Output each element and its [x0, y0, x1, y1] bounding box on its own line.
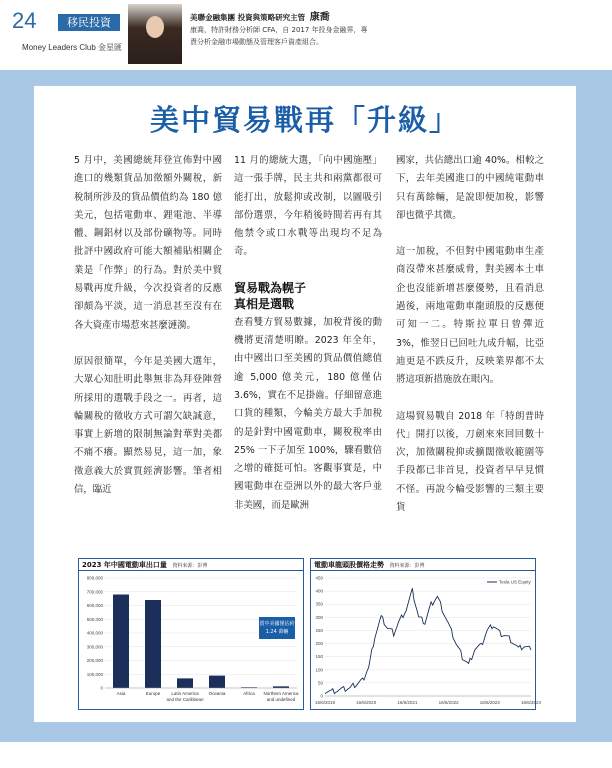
column-1 [74, 152, 222, 517]
chart-callout: 當中美國僅佔約 1.24 萬輛 [259, 617, 295, 639]
chart-title-text: 2023 年中國電動車出口量 [82, 561, 167, 569]
article-panel [34, 86, 576, 722]
legend-label: Tesla US Equity [499, 579, 531, 585]
x-tick-label: 16/6/2020 [356, 700, 377, 705]
y-tick-label: 50 [317, 680, 323, 686]
paragraph: 國家，共佔總出口逾 40%。相較之下，去年美國進口的中國純電動車只有萬餘輛，是說即便加稅，影響卻也微乎其微。 [396, 155, 544, 221]
section-label: 移民投資 [58, 14, 120, 31]
y-tick-label: 350 [315, 601, 323, 607]
line-chart-svg [311, 572, 542, 710]
y-tick-label: 150 [315, 654, 323, 660]
y-tick-label: 500,000 [86, 616, 103, 622]
y-tick-label: 0 [320, 693, 323, 699]
category-label: Europe [145, 691, 161, 696]
column-2 [234, 152, 382, 533]
x-tick-label: 16/6/2022 [438, 700, 459, 705]
category-label: Latin America [171, 691, 199, 696]
category-label: Northern America [263, 691, 299, 696]
paragraph: 查看雙方貿易數據，加稅背後的動機將更清楚明瞭。2023 年全年，由中國出口至美國的貨品價值總值逾 5,000 億美元，180 億僅佔 3.6%，實在不足掛齒。仔細留意進口貨的種類，今輪美方最大手加稅的是針對中國電動車，關稅稅率由 25% 一下子加至 100%，驟看數倍之增的確挺可怕。客觀事實是，中國電動車在亞洲以外的最大客戶並非美國，而是歐洲 [234, 316, 382, 511]
y-tick-label: 100,000 [86, 671, 103, 677]
bar [177, 678, 193, 688]
bar-chart-svg [79, 572, 303, 710]
paragraph: 11 月的總統大選，「向中國施壓」這一張手牌，民主共和兩黨都很可能打出，放鬆抑或改制，以圖吸引部份選票，今年稍後時間若再有其他禁令或口水戰等出現均不足為奇。 [234, 155, 382, 258]
paragraph: 5 月中，美國總統拜登宣佈對中國進口的幾類貨品加徵額外關稅，新稅制所涉及的貨品價值約為 180 億美元，包括電動車、鋰電池、半導體、鋼鋁材以及部份礦物等。同時批評中國政府可能大額補貼相關企業是「作弊」的行為。對於美中貿易戰再度升級，今次投資者的反應卻頗為平淡，這一消息甚至沒有在各大資產市場惹來甚麼漣漪。 [74, 155, 222, 331]
paragraph: 這一加稅，不但對中國電動車生產商沒帶來甚麼威脅，對美國本土車企也沒能新增甚麼優勢，且看消息過後，兩地電動車龍頭股的反應便可知一二。特斯拉單日曾彈近 3%，惟翌日已回吐九成升幅，比亞迪更是不跌反升，反映業界都不太將這項新措施放在眼內。 [396, 246, 544, 386]
y-tick-label: 300 [315, 614, 323, 620]
y-tick-label: 250 [315, 627, 323, 633]
category-label: and undefined [266, 697, 296, 702]
category-label: Oceania [208, 691, 226, 696]
page-footer [0, 744, 612, 768]
y-tick-label: 800,000 [86, 575, 103, 581]
x-tick-label: 16/6/2021 [397, 700, 418, 705]
ev-stock-chart [310, 558, 542, 710]
category-label: Africa [243, 691, 255, 696]
bar [209, 676, 225, 688]
article-title: 美中貿易戰再「升級」 [149, 103, 460, 137]
subheading: 貿易戰為幌子 真相是選戰 [234, 280, 307, 311]
chart-title [311, 559, 535, 571]
y-tick-label: 200 [315, 641, 323, 647]
y-tick-label: 200,000 [86, 658, 103, 663]
y-tick-label: 600,000 [86, 603, 103, 608]
club-name: Money Leaders Club 金星匯 [22, 43, 123, 52]
paragraph: 原因很簡單，今年是美國大選年，大眾心知肚明此舉無非為拜登陣營所採用的選戰手段之一。再者，這輪關稅的徵收方式可謂欠缺誠意，事實上新增的限制無論對華對美都不痛不癢。顯然易見，這一加，象徵意義大於實質經濟影響。筆者相信，臨近 [74, 355, 222, 496]
bar [113, 595, 129, 689]
y-tick-label: 300,000 [86, 644, 103, 650]
x-tick-label: 16/6/2024 [520, 700, 542, 705]
y-tick-label: 400 [315, 588, 323, 594]
page-number: 24 [12, 8, 37, 33]
category-label: and the Caribbean [166, 697, 204, 702]
author-title-text: 美聯金融集團 投資與策略研究主管 [190, 13, 306, 22]
author-photo [128, 4, 182, 64]
paragraph: 這場貿易戰自 2018 年「特朗普時代」開打以後，刀劍來來回回數十次，加徵關稅抑或擴闊徵收範圍等手段都已非首見，投資者早早見慣不怪。再說今輪受影響的三類主要貨 [396, 410, 544, 514]
column-3 [396, 152, 544, 535]
chart-source: 資料來源：彭博 [389, 563, 425, 569]
y-tick-label: 0 [100, 685, 103, 691]
y-tick-label: 450 [315, 575, 323, 581]
author-name: 康喬 [309, 12, 330, 23]
author-bio: 康喬，特許財務分析師 CFA，自 2017 年投身金融界，專責分析金融市場動態及管理客戶資產組合。 [190, 26, 368, 46]
x-tick-label: 16/6/2023 [479, 700, 500, 705]
ev-export-chart [78, 558, 304, 710]
chart-title [79, 559, 303, 571]
chart-title-text: 電動車龍頭股價格走勢 [314, 561, 384, 569]
y-tick-label: 700,000 [86, 589, 103, 595]
x-tick-label: 16/6/2019 [314, 700, 336, 705]
y-tick-label: 400,000 [86, 630, 103, 636]
bar [145, 600, 161, 688]
category-label: Asia [116, 691, 126, 696]
y-tick-label: 100 [315, 667, 323, 673]
author-title [190, 8, 330, 23]
page-header [0, 0, 612, 66]
chart-source: 資料來源：彭博 [172, 563, 208, 569]
